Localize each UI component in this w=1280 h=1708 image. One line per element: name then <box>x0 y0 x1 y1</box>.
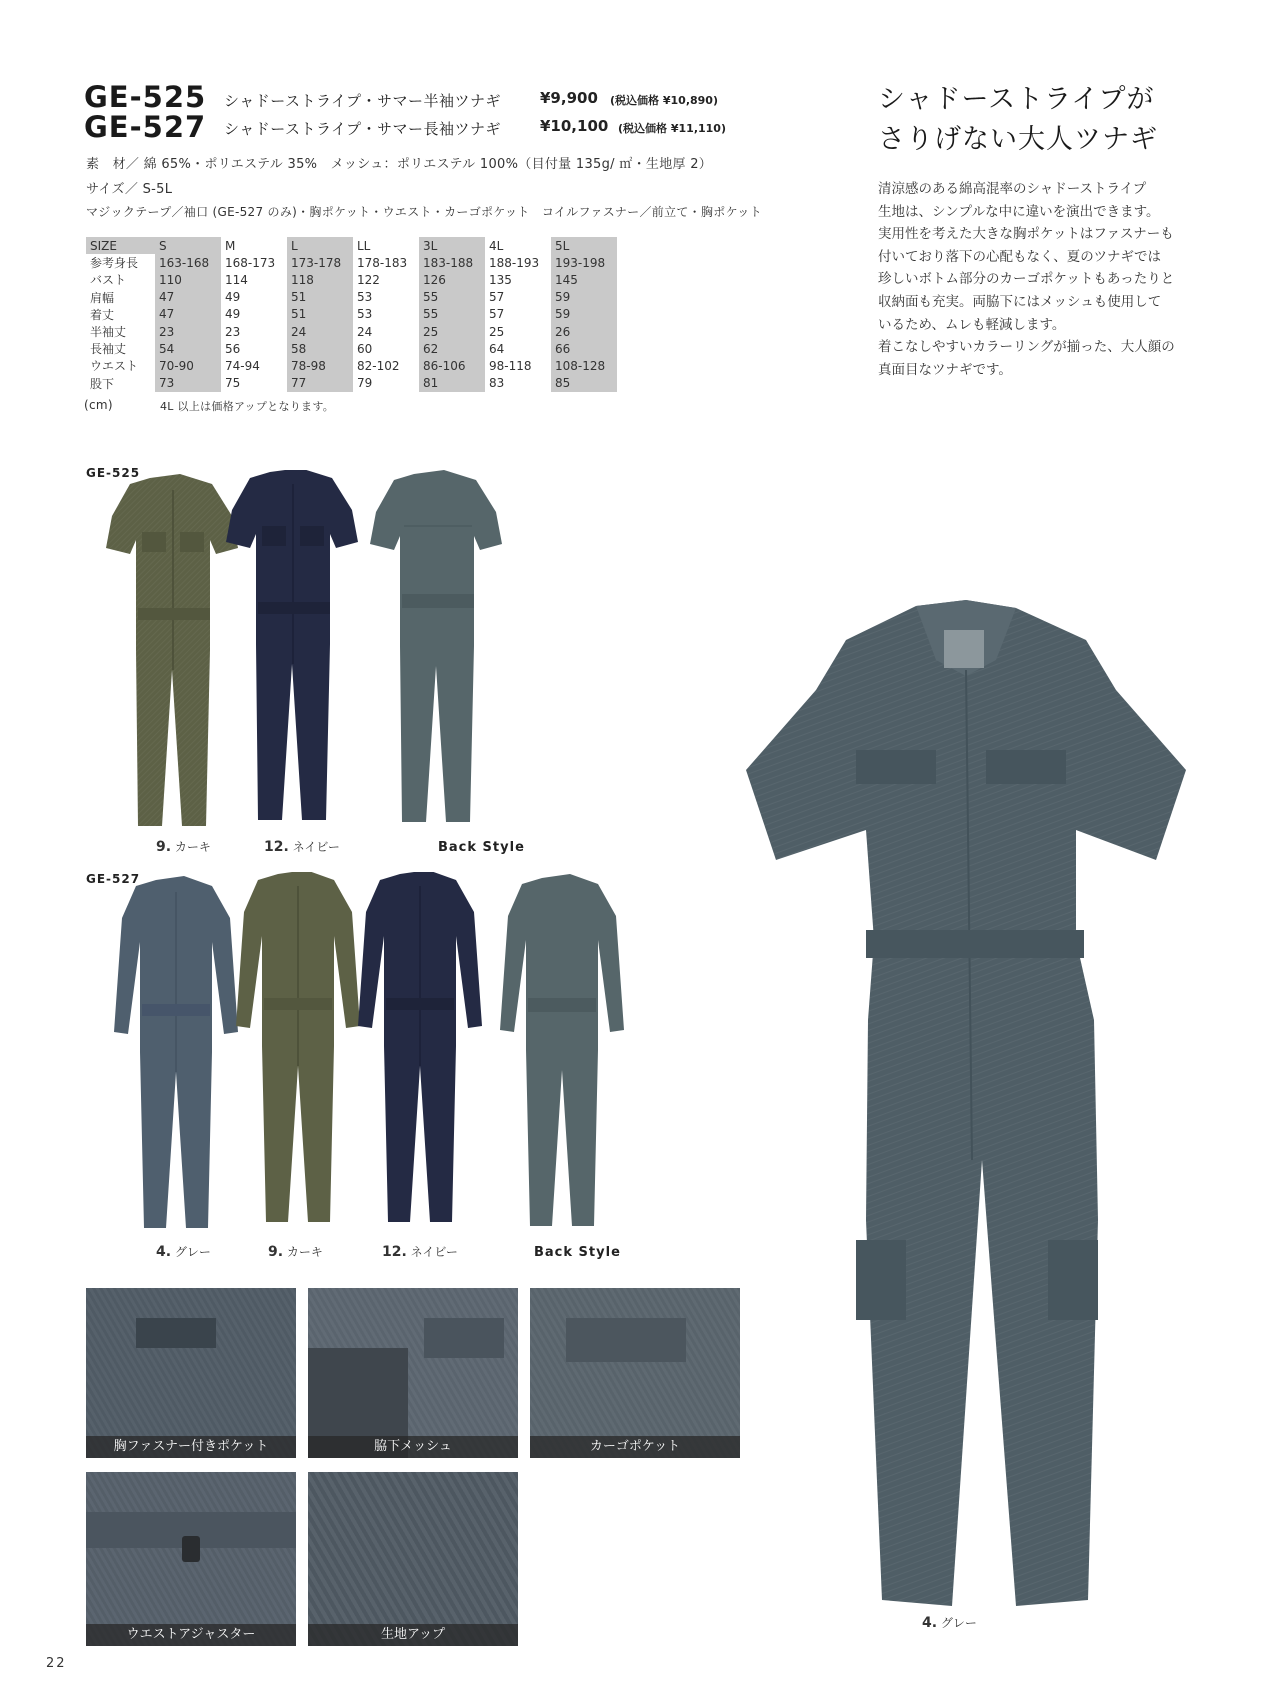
size-table-cell: 66 <box>551 340 617 357</box>
left-cargo-pocket <box>856 1240 906 1320</box>
size-table-cell: 56 <box>225 341 241 356</box>
size-table-cell: 54 <box>155 340 221 357</box>
product-price-ge527: ¥10,100 <box>540 117 609 135</box>
product-code-ge525: GE-525 <box>84 80 207 114</box>
size-table-row-label: 肩幅 <box>90 290 115 305</box>
size-table-cell: 59 <box>551 306 617 323</box>
coverall-gray-back <box>370 470 502 822</box>
size-table-cell: 77 <box>287 375 353 392</box>
size-table-row <box>86 306 617 323</box>
body-line: 清涼感のある綿高混率のシャドーストライプ <box>878 181 1147 197</box>
coverall-khaki-long <box>236 872 360 1222</box>
body-line: 生地は、シンプルな中に違いを演出できます。 <box>878 203 1160 220</box>
body-copy <box>878 178 1218 381</box>
body-line: 収納面も充実。両脇下にはメッシュも使用して <box>878 293 1162 310</box>
ge525-product-photos <box>80 470 620 835</box>
headline-line1: シャドーストライプが <box>878 84 1155 115</box>
size-table-cell: 47 <box>155 289 221 306</box>
size-table-cell: 24 <box>357 324 373 339</box>
product-price-ge525: ¥9,900 <box>540 89 598 107</box>
size-table-cell: 193-198 <box>551 254 617 271</box>
body-line: 真面目なツナギです。 <box>878 361 1012 378</box>
size-table-cell: 73 <box>155 375 221 392</box>
size-table-cell: M <box>225 238 236 253</box>
size-table-cell: 64 <box>489 341 505 356</box>
size-table-cell: 57 <box>489 307 505 322</box>
material-spec: 素 材／ 綿 65%・ポリエステル 35% メッシュ：ポリエステル 100%（目付量 135g/ ㎡・生地厚 2） <box>86 157 713 172</box>
detail-cargo-pocket <box>530 1288 740 1458</box>
coverall-khaki-short <box>106 474 238 826</box>
pocket-flap <box>424 1318 504 1358</box>
ge525-back-style-label: Back Style <box>438 840 525 855</box>
body-line: 着こなしやすいカラーリングが揃った、大人顔の <box>878 339 1175 356</box>
left-chest-pocket-flap <box>856 750 936 784</box>
product-name-ge527: シャドーストライプ・サマー長袖ツナギ <box>224 120 502 138</box>
size-table-cell: 74-94 <box>225 358 260 373</box>
size-table-cell: 4L <box>489 238 504 253</box>
collar-label <box>944 630 984 668</box>
ge527-product-photos <box>96 872 656 1237</box>
size-table-row-label: 着丈 <box>90 307 115 322</box>
main-product-photo <box>716 600 1206 1610</box>
detail-underarm-mesh <box>308 1288 518 1458</box>
size-table-row-label: バスト <box>90 273 127 288</box>
size-table-cell: 168-173 <box>225 255 276 270</box>
detail-caption: 胸ファスナー付きポケット <box>86 1436 296 1458</box>
size-table-cell: 57 <box>489 290 505 305</box>
size-table-cell: 82-102 <box>357 358 400 373</box>
coverall-gray-main <box>746 600 1186 1606</box>
size-table-cell: 183-188 <box>419 254 485 271</box>
size-table-cell: 55 <box>419 306 485 323</box>
ge527-caption-navy: 12. ネイビー <box>382 1244 458 1260</box>
size-table-row <box>86 323 617 340</box>
right-cargo-pocket <box>1048 1240 1098 1320</box>
size-table-row-label: SIZE <box>86 237 155 254</box>
size-table-cell: 3L <box>419 237 485 254</box>
detail-texture <box>530 1288 740 1458</box>
size-table-cell: 98-118 <box>489 358 532 373</box>
size-table-cell: 70-90 <box>155 357 221 374</box>
main-caption: 4. グレー <box>922 1615 977 1631</box>
size-table-cell: 78-98 <box>287 357 353 374</box>
size-table-row-label: 長袖丈 <box>90 342 127 357</box>
adjuster-tab <box>182 1536 200 1562</box>
coverall-gray-long-back <box>500 874 624 1226</box>
size-table-cell: S <box>155 237 221 254</box>
ge527-back-style-label: Back Style <box>534 1245 621 1260</box>
size-table-cell: 118 <box>287 271 353 288</box>
body-line: いるため、ムレも軽減します。 <box>878 316 1066 333</box>
size-table-cell: L <box>287 237 353 254</box>
ge527-caption-khaki: 9. カーキ <box>268 1244 323 1260</box>
product-name-ge525: シャドーストライプ・サマー半袖ツナギ <box>224 92 502 110</box>
size-table-row-label: 半袖丈 <box>90 325 127 340</box>
ge525-caption-navy: 12. ネイビー <box>264 839 340 855</box>
size-table-cell: 5L <box>551 237 617 254</box>
size-table-cell: 24 <box>287 323 353 340</box>
size-table-cell: 23 <box>155 323 221 340</box>
size-table-cell: 108-128 <box>551 357 617 374</box>
size-table-cell: 81 <box>419 375 485 392</box>
size-range: サイズ／ S-5L <box>86 182 173 197</box>
coverall-gray-long <box>114 876 238 1228</box>
size-table-header-row <box>86 237 617 254</box>
body-line: 実用性を考えた大きな胸ポケットはファスナーも <box>878 226 1174 243</box>
detail-chest-pocket <box>86 1288 296 1458</box>
detail-caption: カーゴポケット <box>530 1436 740 1458</box>
size-table-cell: 25 <box>489 324 505 339</box>
headline <box>878 80 1158 160</box>
coverall-navy-long <box>358 872 482 1222</box>
size-table-cell: 59 <box>551 289 617 306</box>
size-table-cell: 85 <box>551 375 617 392</box>
size-table-cell: 122 <box>357 272 380 287</box>
right-chest-pocket-flap <box>986 750 1066 784</box>
size-table-cell: 163-168 <box>155 254 221 271</box>
size-table-row <box>86 254 617 271</box>
ge527-section-label: GE-527 <box>86 872 141 886</box>
size-table-cell: 53 <box>357 307 373 322</box>
size-table-cell: 75 <box>225 376 241 391</box>
size-unit: (cm) <box>84 398 113 412</box>
size-table-cell: 60 <box>357 341 373 356</box>
product-code-ge527: GE-527 <box>84 110 207 144</box>
size-table-cell: 173-178 <box>287 254 353 271</box>
size-table-cell: 49 <box>225 307 241 322</box>
coverall-navy-short <box>226 470 358 820</box>
size-table-row <box>86 340 617 357</box>
page-number: 22 <box>46 1656 67 1671</box>
size-table-row-label: 参考身長 <box>90 256 139 271</box>
detail-caption: 脇下メッシュ <box>308 1436 518 1458</box>
size-table-cell: 114 <box>225 272 248 287</box>
size-table <box>86 237 617 392</box>
size-note: 4L 以上は価格アップとなります。 <box>160 400 335 413</box>
size-table-cell: 83 <box>489 376 505 391</box>
size-table-cell: LL <box>357 238 371 253</box>
size-table-row <box>86 271 617 288</box>
ge525-caption-khaki: 9. カーキ <box>156 839 211 855</box>
size-table-row-label: ウエスト <box>90 359 139 374</box>
ge525-section-label: GE-525 <box>86 466 141 480</box>
size-table-row-label: 股下 <box>90 376 115 391</box>
size-table-cell: 188-193 <box>489 255 540 270</box>
size-table-cell: 178-183 <box>357 255 408 270</box>
size-table-cell: 25 <box>419 323 485 340</box>
detail-waist-adjuster <box>86 1472 296 1646</box>
size-table-cell: 55 <box>419 289 485 306</box>
size-table-row <box>86 357 617 374</box>
size-table-cell: 135 <box>489 272 512 287</box>
detail-fabric-closeup <box>308 1472 518 1646</box>
product-taxprice-ge525: (税込価格 ¥10,890) <box>610 94 718 107</box>
detail-caption: ウエストアジャスター <box>86 1624 296 1646</box>
size-table-cell: 62 <box>419 340 485 357</box>
product-taxprice-ge527: (税込価格 ¥11,110) <box>618 122 726 135</box>
size-table-cell: 145 <box>551 271 617 288</box>
size-table-row <box>86 375 617 392</box>
size-table-cell: 51 <box>287 289 353 306</box>
size-table-cell: 26 <box>551 323 617 340</box>
body-line: 付いており落下の心配もなく、夏のツナギでは <box>878 248 1161 265</box>
size-table-cell: 79 <box>357 376 373 391</box>
headline-line2: さりげない大人ツナギ <box>878 124 1158 155</box>
detail-texture <box>86 1288 296 1458</box>
size-table-row <box>86 289 617 306</box>
size-table-cell: 51 <box>287 306 353 323</box>
size-table-cell: 86-106 <box>419 357 485 374</box>
waist-band <box>866 930 1084 958</box>
size-table-cell: 58 <box>287 340 353 357</box>
body-line: 珍しいボトム部分のカーゴポケットもあったりと <box>878 271 1175 288</box>
features-spec: マジックテープ／袖口 (GE-527 のみ)・胸ポケット・ウエスト・カーゴポケット コイルファスナー／前立て・胸ポケット <box>86 205 762 219</box>
size-table-cell: 53 <box>357 290 373 305</box>
size-table-cell: 110 <box>155 271 221 288</box>
size-table-cell: 126 <box>419 271 485 288</box>
ge527-caption-gray: 4. グレー <box>156 1244 211 1260</box>
pocket-flap <box>566 1318 686 1362</box>
size-table-cell: 47 <box>155 306 221 323</box>
size-table-cell: 23 <box>225 324 241 339</box>
pocket-flap <box>136 1318 216 1348</box>
detail-caption: 生地アップ <box>308 1624 518 1646</box>
size-table-cell: 49 <box>225 290 241 305</box>
detail-texture <box>308 1472 518 1646</box>
